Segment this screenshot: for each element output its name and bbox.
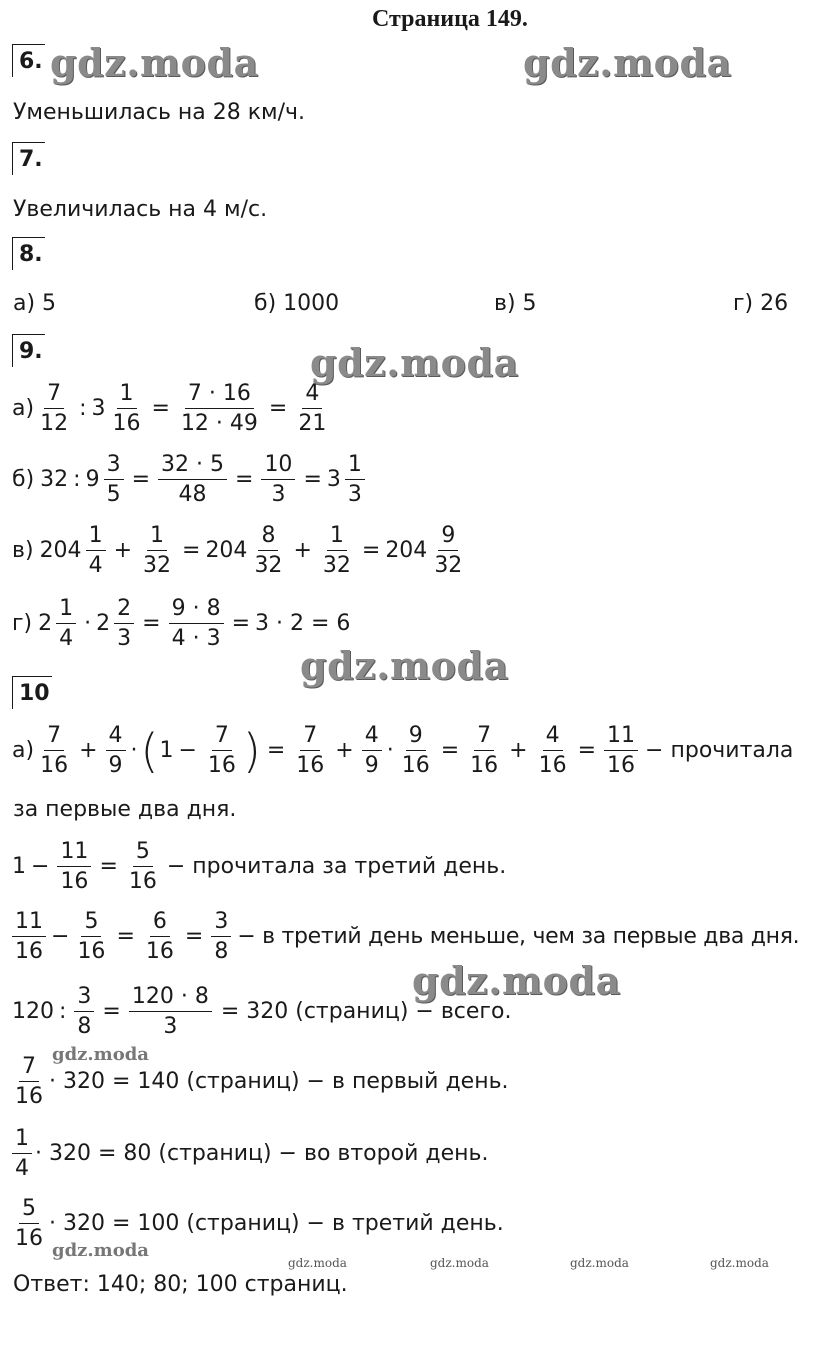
fraction xyxy=(293,724,327,777)
equation-10-line7 xyxy=(9,1197,504,1250)
numerator: 1 xyxy=(117,382,137,409)
numerator: 7 xyxy=(44,724,64,751)
fraction xyxy=(12,910,46,963)
answer-8b: б) 1000 xyxy=(254,291,340,316)
fraction xyxy=(114,597,134,650)
denominator: 16 xyxy=(112,411,141,437)
equals: = xyxy=(268,396,288,422)
numerator: 10 xyxy=(261,453,295,480)
fraction xyxy=(57,840,91,893)
numerator: 7 xyxy=(300,724,320,751)
whole-part: 3 xyxy=(91,396,106,422)
whole-part: 3 xyxy=(326,467,341,493)
fraction xyxy=(86,524,106,577)
numerator: 4 xyxy=(302,382,322,409)
explanation-text: за первые два дня. xyxy=(13,797,237,822)
denominator: 16 xyxy=(296,753,325,779)
watermark: gdz.moda xyxy=(300,643,509,688)
denominator: 9 xyxy=(364,753,379,779)
equation-9c xyxy=(12,524,468,577)
operator: − xyxy=(31,854,50,880)
final-answer: Ответ: 140; 80; 100 страниц. xyxy=(13,1272,348,1297)
denominator: 16 xyxy=(40,753,69,779)
operator: − xyxy=(51,924,70,950)
numerator: 11 xyxy=(604,724,638,751)
numerator: 7 xyxy=(212,724,232,751)
fraction xyxy=(169,597,224,650)
watermark: gdz.moda xyxy=(412,958,621,1003)
fraction xyxy=(74,910,108,963)
denominator: 8 xyxy=(214,939,229,965)
operator: + xyxy=(79,738,98,764)
denominator: 16 xyxy=(15,1084,43,1110)
operator: · xyxy=(130,738,138,764)
denominator: 16 xyxy=(60,869,89,895)
answer-8c: в) 5 xyxy=(494,291,537,316)
watermark: gdz.moda xyxy=(430,1256,489,1270)
operator: : xyxy=(79,396,87,422)
problem-number-7: 7. xyxy=(12,142,45,175)
watermark: gdz.moda xyxy=(710,1256,769,1270)
denominator: 16 xyxy=(15,1226,43,1252)
fraction xyxy=(110,382,144,435)
explanation-text: − прочитала за третий день. xyxy=(166,854,507,880)
denominator: 32 xyxy=(143,553,171,579)
watermark: gdz.moda xyxy=(523,40,732,85)
denominator: 16 xyxy=(145,939,174,965)
numerator: 6 xyxy=(150,910,170,937)
equals: = xyxy=(99,854,118,880)
denominator: 4 xyxy=(88,553,103,579)
equals: = xyxy=(577,738,597,764)
fraction xyxy=(143,910,177,963)
equals: = xyxy=(116,924,135,950)
numerator: 7 xyxy=(19,1055,39,1082)
explanation-text: = 320 (страниц) − всего. xyxy=(220,999,512,1025)
fraction xyxy=(106,724,126,777)
numerator: 1 xyxy=(86,524,106,551)
numerator: 4 xyxy=(362,724,382,751)
fraction xyxy=(126,840,160,893)
fraction xyxy=(178,382,261,435)
fraction xyxy=(37,724,71,777)
denominator: 3 xyxy=(117,626,132,652)
equals: = xyxy=(266,738,286,764)
equation-9d xyxy=(12,597,350,650)
denominator: 16 xyxy=(401,753,430,779)
denominator: 16 xyxy=(538,753,567,779)
denominator: 4 · 3 xyxy=(171,626,221,652)
operator: + xyxy=(293,538,312,564)
fraction xyxy=(399,724,433,777)
operator: − xyxy=(178,738,197,764)
denominator: 21 xyxy=(298,411,327,437)
numerator: 4 xyxy=(106,724,126,751)
whole-part: 9 xyxy=(85,467,100,493)
explanation-text: − в третий день меньше, чем за первые два дня. xyxy=(237,924,800,950)
item-label: а) xyxy=(12,738,35,764)
left-paren: ( xyxy=(140,723,159,778)
numerator: 8 xyxy=(258,524,278,551)
term: 120 xyxy=(12,999,54,1025)
equals: = xyxy=(182,538,201,564)
numerator: 7 · 16 xyxy=(185,382,254,409)
denominator: 12 · 49 xyxy=(180,411,258,437)
equation-10a xyxy=(12,724,793,777)
numerator: 32 · 5 xyxy=(158,453,227,480)
denominator: 32 xyxy=(254,553,283,579)
answer-8a: а) 5 xyxy=(13,291,57,316)
numerator: 9 · 8 xyxy=(169,597,224,624)
equals: = xyxy=(440,738,460,764)
fraction xyxy=(431,524,465,577)
denominator: 16 xyxy=(470,753,499,779)
explanation-text: − прочитала xyxy=(645,738,794,764)
numerator: 4 xyxy=(543,724,563,751)
answer-6: Уменьшилась на 28 км/ч. xyxy=(13,100,306,125)
operator: : xyxy=(73,467,81,493)
numerator: 11 xyxy=(57,840,91,867)
denominator: 8 xyxy=(77,1014,92,1040)
equation-9b xyxy=(12,453,368,506)
denominator: 16 xyxy=(207,753,236,779)
fraction xyxy=(140,524,174,577)
numerator: 1 xyxy=(12,1127,32,1154)
problem-number-6: 6. xyxy=(12,44,45,77)
equation-10-line6 xyxy=(9,1127,488,1180)
term: 1 xyxy=(12,854,26,880)
fraction xyxy=(320,524,354,577)
numerator: 5 xyxy=(133,840,153,867)
numerator: 7 xyxy=(44,382,64,409)
operator: + xyxy=(335,738,354,764)
numerator: 9 xyxy=(406,724,426,751)
denominator: 48 xyxy=(178,482,207,508)
denominator: 5 xyxy=(106,482,121,508)
problem-number-8: 8. xyxy=(12,237,45,270)
watermark: gdz.moda xyxy=(288,1256,347,1270)
operator: : xyxy=(59,999,67,1025)
equation-10-line3 xyxy=(9,910,799,963)
numerator: 120 · 8 xyxy=(129,985,212,1012)
denominator: 16 xyxy=(77,939,106,965)
denominator: 32 xyxy=(434,553,463,579)
explanation-text: · 320 = 100 (страниц) − в третий день. xyxy=(49,1211,504,1237)
numerator: 5 xyxy=(81,910,101,937)
denominator: 12 xyxy=(40,411,69,437)
operator: + xyxy=(509,738,528,764)
equals: = xyxy=(184,924,204,950)
numerator: 11 xyxy=(12,910,46,937)
fraction xyxy=(158,453,227,506)
fraction xyxy=(362,724,382,777)
numerator: 9 xyxy=(438,524,458,551)
watermark: gdz.moda xyxy=(570,1256,629,1270)
numerator: 3 xyxy=(74,985,94,1012)
numerator: 7 xyxy=(474,724,494,751)
denominator: 4 xyxy=(15,1156,29,1182)
fraction xyxy=(261,453,295,506)
fraction xyxy=(74,985,94,1038)
equals: = xyxy=(102,999,121,1025)
fraction xyxy=(12,1127,32,1180)
fraction xyxy=(104,453,124,506)
term: 32 xyxy=(40,467,69,493)
denominator: 9 xyxy=(108,753,123,779)
item-label: в) xyxy=(12,538,34,564)
item-label: б) xyxy=(12,467,35,493)
numerator: 1 xyxy=(345,453,365,480)
fraction xyxy=(129,985,212,1038)
denominator: 32 xyxy=(322,553,351,579)
denominator: 3 xyxy=(271,482,286,508)
watermark: gdz.moda xyxy=(52,1240,149,1261)
term: 1 xyxy=(159,738,174,764)
whole-part: 204 xyxy=(385,538,428,564)
fraction xyxy=(12,1197,46,1250)
numerator: 2 xyxy=(114,597,134,624)
denominator: 3 xyxy=(347,482,362,508)
operator: + xyxy=(113,538,132,564)
fraction xyxy=(211,910,231,963)
right-paren: ) xyxy=(242,723,261,778)
numerator: 5 xyxy=(19,1197,39,1224)
fraction xyxy=(536,724,570,777)
term: 3 · 2 = 6 xyxy=(255,611,351,637)
equals: = xyxy=(151,396,170,422)
fraction xyxy=(251,524,285,577)
operator: · xyxy=(84,611,92,637)
answer-8d: г) 26 xyxy=(733,291,789,316)
watermark: gdz.moda xyxy=(50,40,259,85)
watermark: gdz.moda xyxy=(52,1044,149,1065)
equation-10-line4 xyxy=(12,985,511,1038)
fraction xyxy=(467,724,501,777)
watermark: gdz.moda xyxy=(310,340,519,385)
equals: = xyxy=(142,611,161,637)
numerator: 3 xyxy=(211,910,231,937)
denominator: 16 xyxy=(607,753,636,779)
equation-9a xyxy=(12,382,332,435)
numerator: 1 xyxy=(147,524,167,551)
whole-part: 2 xyxy=(96,611,111,637)
equals: = xyxy=(303,467,322,493)
equals: = xyxy=(361,538,381,564)
explanation-text: · 320 = 80 (страниц) − во второй день. xyxy=(35,1141,489,1167)
denominator: 3 xyxy=(163,1014,178,1040)
whole-part: 204 xyxy=(39,538,82,564)
equals: = xyxy=(131,467,151,493)
equation-10-line5 xyxy=(9,1055,509,1108)
numerator: 1 xyxy=(327,524,347,551)
equals: = xyxy=(231,611,251,637)
operator: · xyxy=(386,738,394,764)
fraction xyxy=(604,724,638,777)
denominator: 4 xyxy=(59,626,74,652)
fraction xyxy=(56,597,76,650)
denominator: 16 xyxy=(128,869,157,895)
fraction xyxy=(37,382,71,435)
equation-10-line2 xyxy=(12,840,506,893)
problem-number-10: 10 xyxy=(12,676,52,709)
whole-part: 2 xyxy=(38,611,53,637)
item-label: г) xyxy=(12,611,33,637)
fraction xyxy=(295,382,329,435)
answer-7: Увеличилась на 4 м/с. xyxy=(13,197,268,222)
problem-number-9: 9. xyxy=(12,334,45,367)
numerator: 3 xyxy=(104,453,124,480)
equals: = xyxy=(235,467,254,493)
explanation-text: · 320 = 140 (страниц) − в первый день. xyxy=(49,1069,509,1095)
item-label: а) xyxy=(12,396,35,422)
whole-part: 204 xyxy=(205,538,248,564)
denominator: 16 xyxy=(15,939,43,965)
fraction xyxy=(12,1055,46,1108)
page-title: Страница 149. xyxy=(372,6,528,32)
fraction xyxy=(205,724,239,777)
numerator: 1 xyxy=(56,597,76,624)
fraction xyxy=(345,453,365,506)
